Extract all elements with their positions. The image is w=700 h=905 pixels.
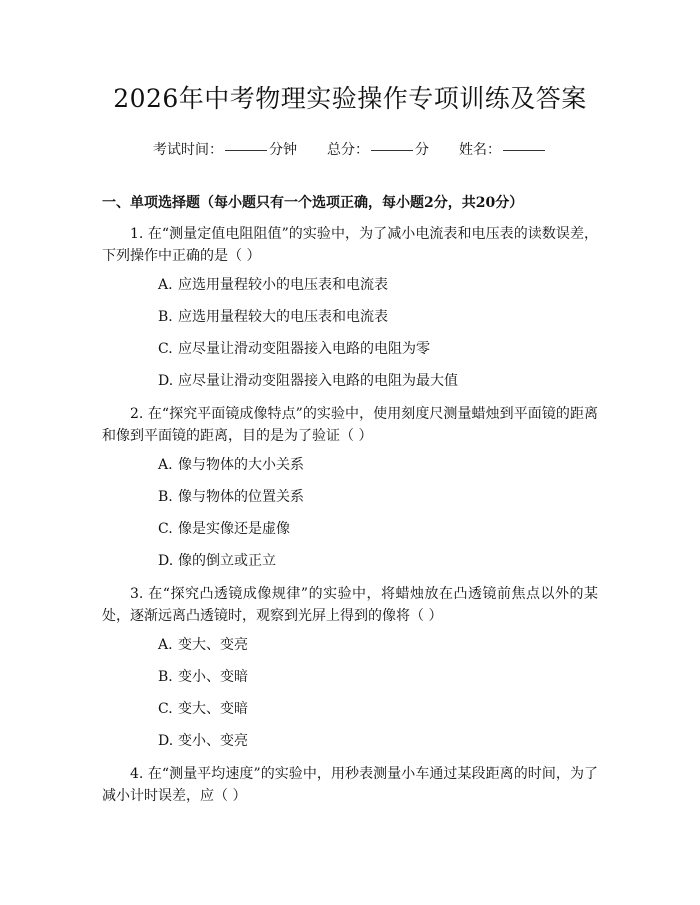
exam-time-field xyxy=(153,140,297,160)
option-text: 应选用量程较小的电压表和电流表 xyxy=(178,277,388,293)
option-text: 变小、变暗 xyxy=(178,669,248,685)
option-text: 像与物体的位置关系 xyxy=(178,489,304,505)
option-item xyxy=(102,731,598,751)
student-name-blank xyxy=(503,150,545,151)
option-letter: A. xyxy=(158,637,173,653)
option-letter: B. xyxy=(158,489,173,505)
option-text: 变大、变亮 xyxy=(178,637,248,653)
total-score-field xyxy=(327,140,429,160)
option-text: 像与物体的大小关系 xyxy=(178,457,304,473)
option-item xyxy=(102,635,598,655)
option-item xyxy=(102,339,598,359)
option-text: 变大、变暗 xyxy=(178,701,248,717)
option-item xyxy=(102,307,598,327)
option-text: 应尽量让滑动变阻器接入电路的电阻为零 xyxy=(178,341,430,357)
question-text: 2. 在“探究平面镜成像特点”的实验中，使用刻度尺测量蜡烛到平面镜的距离和像到平面镜的距离，目的是为了验证（ ） xyxy=(102,406,598,444)
option-item xyxy=(102,519,598,539)
option-letter: D. xyxy=(158,373,174,389)
option-item xyxy=(102,667,598,687)
option-text: 像的倒立或正立 xyxy=(178,553,276,569)
option-item xyxy=(102,371,598,391)
option-letter: D. xyxy=(158,733,174,749)
total-score-unit: 分 xyxy=(415,142,429,158)
option-letter: B. xyxy=(158,309,173,325)
option-letter: C. xyxy=(158,521,173,537)
exam-time-blank xyxy=(225,150,267,151)
option-letter: D. xyxy=(158,553,174,569)
option-letter: C. xyxy=(158,701,173,717)
option-letter: B. xyxy=(158,669,173,685)
exam-time-unit: 分钟 xyxy=(269,142,297,158)
exam-time-label: 考试时间： xyxy=(153,142,223,158)
question-block xyxy=(102,763,598,807)
option-text: 变小、变亮 xyxy=(178,733,248,749)
option-item xyxy=(102,551,598,571)
question-text: 3. 在“探究凸透镜成像规律”的实验中，将蜡烛放在凸透镜前焦点以外的某处，逐渐远离凸透镜时，观察到光屏上得到的像将（ ） xyxy=(102,586,598,624)
section-heading: 一、单项选择题（每小题只有一个选项正确，每小题2分，共20分） xyxy=(102,195,524,211)
option-letter: C. xyxy=(158,341,173,357)
total-score-blank xyxy=(371,150,413,151)
option-item xyxy=(102,455,598,475)
option-list xyxy=(102,635,598,751)
student-name-label: 姓名： xyxy=(459,142,501,158)
option-item xyxy=(102,487,598,507)
question-text: 4. 在“测量平均速度”的实验中，用秒表测量小车通过某段距离的时间，为了减小计时误差，应（ ） xyxy=(102,766,598,804)
question-text: 1. 在“测量定值电阻阻值”的实验中，为了减小电流表和电压表的读数误差，下列操作中正确的是（ ） xyxy=(102,226,598,264)
option-list xyxy=(102,455,598,571)
option-text: 像是实像还是虚像 xyxy=(178,521,290,537)
option-text: 应选用量程较大的电压表和电流表 xyxy=(178,309,388,325)
option-list xyxy=(102,275,598,391)
total-score-label: 总分： xyxy=(327,142,369,158)
option-letter: A. xyxy=(158,277,173,293)
option-letter: A. xyxy=(158,457,173,473)
document-title: 2026年中考物理实验操作专项训练及答案 xyxy=(113,84,587,113)
question-block xyxy=(102,583,598,751)
option-item xyxy=(102,275,598,295)
question-block xyxy=(102,403,598,571)
question-block xyxy=(102,223,598,391)
option-text: 应尽量让滑动变阻器接入电路的电阻为最大值 xyxy=(178,373,458,389)
student-name-field xyxy=(459,140,547,160)
option-item xyxy=(102,699,598,719)
exam-meta-line xyxy=(102,140,598,160)
